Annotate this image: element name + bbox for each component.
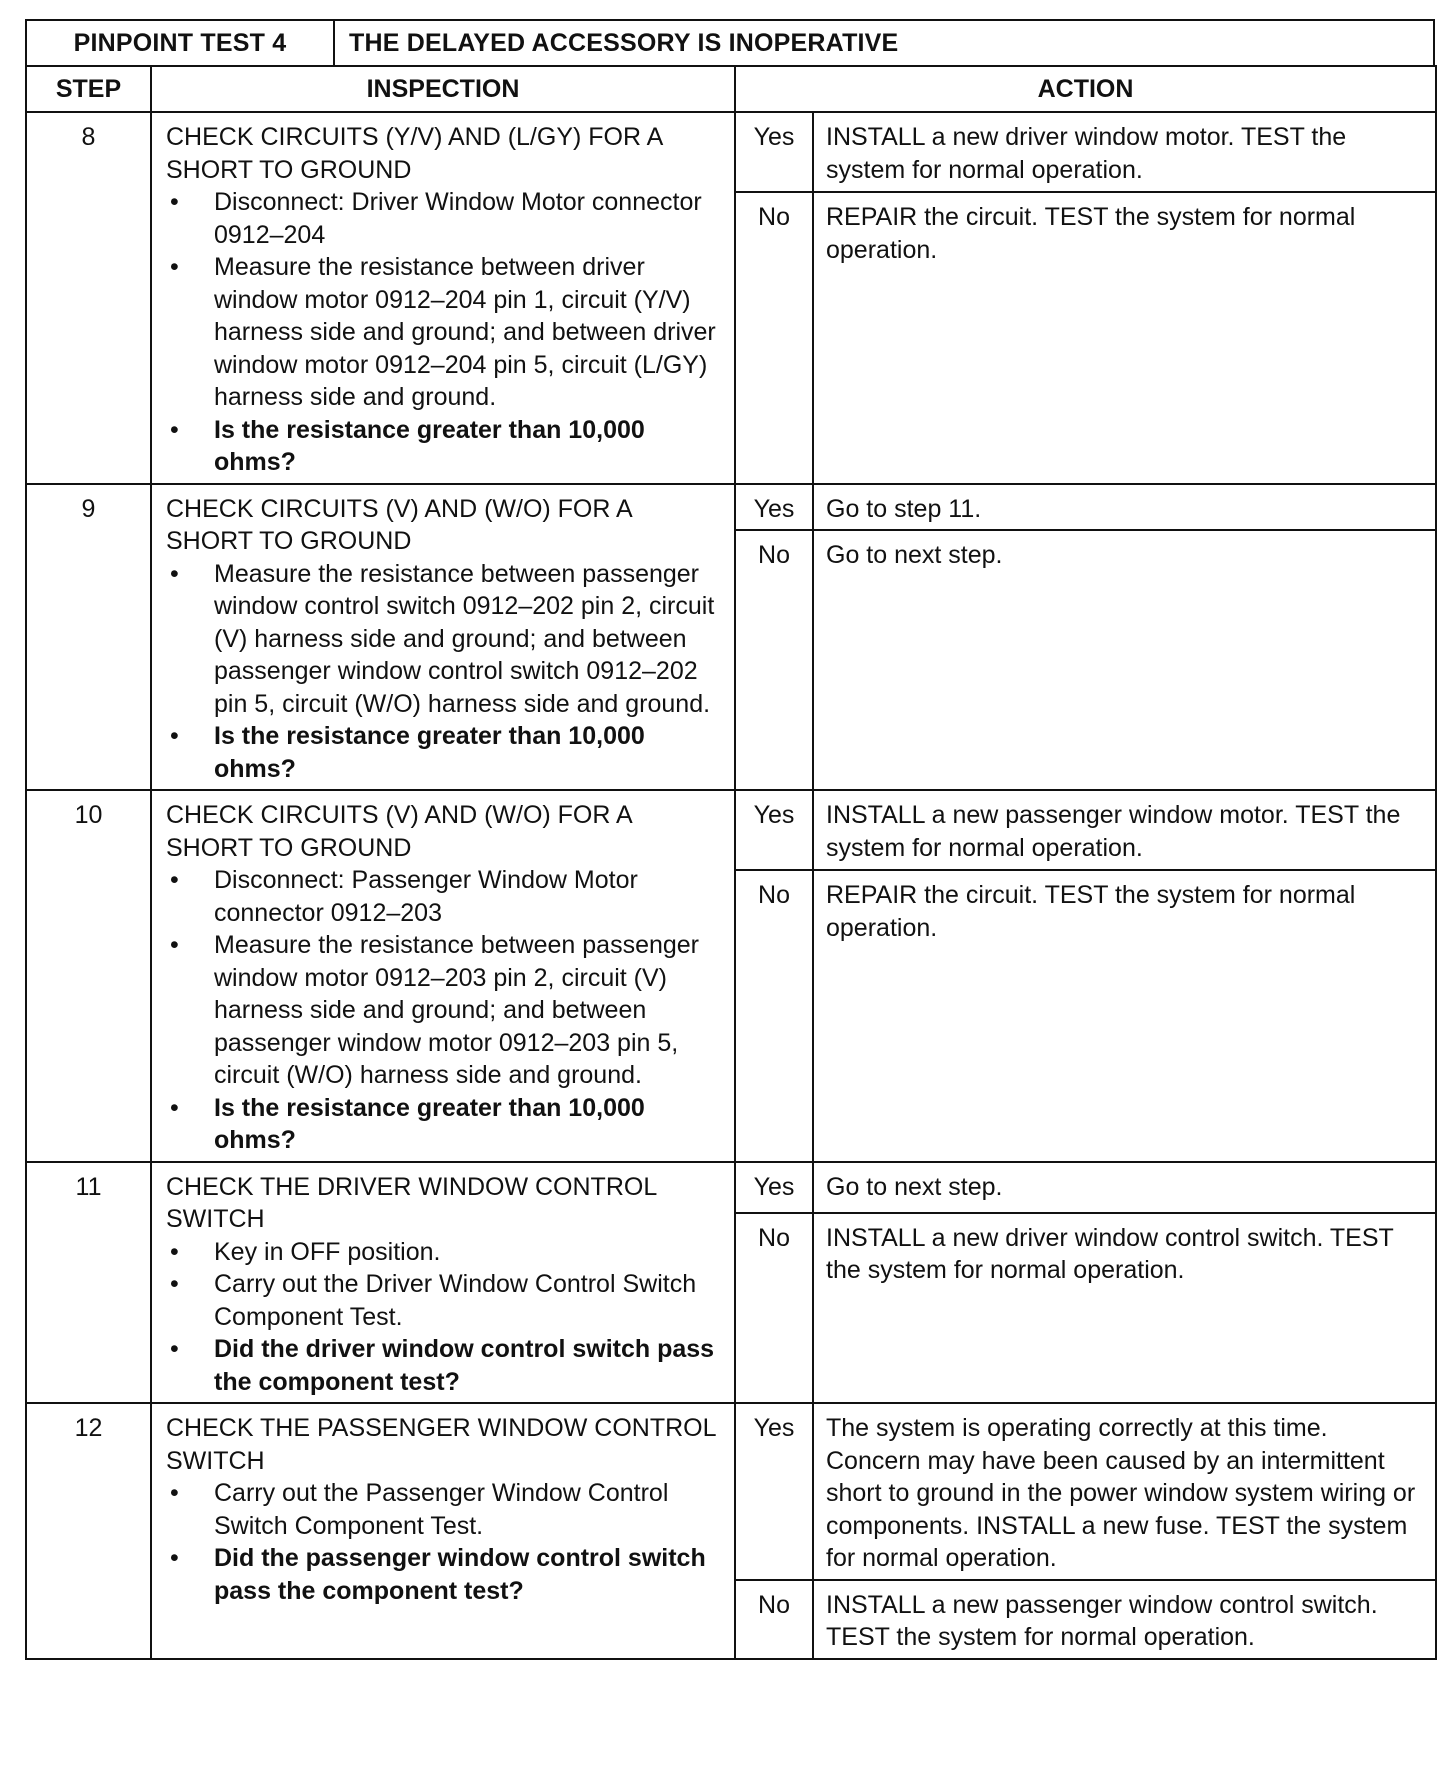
inspection-bullet (166, 251, 724, 414)
inspection-bullet (166, 186, 724, 251)
bullet-dot-icon: • (170, 866, 179, 894)
bullet-dot-icon: • (170, 1093, 179, 1122)
bullet-dot-icon: • (170, 559, 179, 588)
inspection-question (166, 414, 724, 479)
no-label: No (735, 530, 813, 790)
inspection-question-text: Is the resistance greater than 10,000 ohms? (214, 1093, 645, 1154)
inspection-bullet (166, 929, 724, 1092)
bullet-dot-icon: • (170, 1237, 179, 1266)
yes-action: INSTALL a new passenger window motor. TEST the system for normal operation. (813, 790, 1436, 870)
inspection-bullets (166, 186, 724, 479)
inspection-cell (151, 790, 735, 1162)
no-action: REPAIR the circuit. TEST the system for normal operation. (813, 192, 1436, 483)
inspection-bullet-text: Measure the resistance between passenger window motor 0912–203 pin 2, circuit (V) harness side and ground; and between passenger window motor 0912–203 pin 5, circuit (W/O) harness side and ground. (214, 931, 700, 1089)
inspection-bullets (166, 1477, 724, 1607)
bullet-dot-icon: • (170, 1479, 179, 1507)
bullet-dot-icon: • (170, 1270, 179, 1298)
yes-action: The system is operating correctly at this time. Concern may have been caused by an intermittent short to ground in the power window system wiring or components. INSTALL a new fuse. TEST the system for normal operation. (813, 1403, 1436, 1580)
inspection-bullets (166, 864, 724, 1157)
bullet-dot-icon: • (170, 253, 179, 281)
inspection-bullet-text: Disconnect: Driver Window Motor connector 0912–204 (214, 188, 702, 249)
inspection-bullet-text: Disconnect: Passenger Window Motor connector 0912–203 (214, 866, 638, 927)
inspection-title: CHECK THE DRIVER WINDOW CONTROL SWITCH (166, 1172, 657, 1233)
bullet-dot-icon: • (170, 188, 179, 216)
test-label: PINPOINT TEST 4 (27, 21, 335, 65)
inspection-question-text: Did the passenger window control switch pass the component test? (214, 1544, 706, 1605)
inspection-bullet (166, 1268, 724, 1333)
inspection-bullet (166, 1477, 724, 1542)
inspection-bullet (166, 1236, 724, 1269)
yes-label: Yes (735, 1162, 813, 1213)
column-header-action: ACTION (735, 66, 1436, 112)
inspection-bullet-text: Carry out the Driver Window Control Switch Component Test. (214, 1270, 697, 1331)
inspection-title: CHECK THE PASSENGER WINDOW CONTROL SWITCH (166, 1414, 716, 1475)
bullet-dot-icon: • (170, 931, 179, 959)
title-bar (25, 19, 1435, 65)
yes-label: Yes (735, 484, 813, 531)
inspection-bullet (166, 558, 724, 721)
step-row-yes (26, 1162, 1436, 1213)
yes-label: Yes (735, 1403, 813, 1580)
inspection-question (166, 720, 724, 785)
yes-action: INSTALL a new driver window motor. TEST the system for normal operation. (813, 112, 1436, 192)
step-number: 12 (26, 1403, 151, 1659)
no-action: REPAIR the circuit. TEST the system for normal operation. (813, 870, 1436, 1161)
no-label: No (735, 1213, 813, 1403)
step-row-yes (26, 484, 1436, 531)
bullet-dot-icon: • (170, 1544, 179, 1572)
inspection-question (166, 1542, 724, 1607)
inspection-bullet-text: Key in OFF position. (214, 1237, 441, 1266)
no-action: INSTALL a new driver window control switch. TEST the system for normal operation. (813, 1213, 1436, 1403)
no-action: Go to next step. (813, 530, 1436, 790)
column-header-row (26, 66, 1436, 112)
test-title: THE DELAYED ACCESSORY IS INOPERATIVE (349, 28, 899, 57)
inspection-question-text: Is the resistance greater than 10,000 ohms? (214, 722, 645, 783)
bullet-dot-icon: • (170, 1335, 179, 1363)
inspection-title: CHECK CIRCUITS (V) AND (W/O) FOR A SHORT TO GROUND (166, 801, 632, 862)
bullet-dot-icon: • (170, 722, 179, 750)
step-row-yes (26, 112, 1436, 192)
inspection-question-text: Did the driver window control switch pass the component test? (214, 1335, 715, 1396)
inspection-bullet-text: Carry out the Passenger Window Control Switch Component Test. (214, 1479, 669, 1540)
yes-label: Yes (735, 112, 813, 192)
inspection-question (166, 1092, 724, 1157)
no-label: No (735, 870, 813, 1161)
inspection-cell (151, 1403, 735, 1659)
no-action: INSTALL a new passenger window control switch. TEST the system for normal operation. (813, 1580, 1436, 1659)
yes-action: Go to next step. (813, 1162, 1436, 1213)
column-header-step: STEP (26, 66, 151, 112)
inspection-question-text: Is the resistance greater than 10,000 ohms? (214, 415, 645, 476)
inspection-title: CHECK CIRCUITS (Y/V) AND (L/GY) FOR A SHORT TO GROUND (166, 123, 662, 184)
step-row-yes (26, 1403, 1436, 1580)
inspection-cell (151, 1162, 735, 1404)
step-number: 11 (26, 1162, 151, 1404)
column-header-inspection: INSPECTION (151, 66, 735, 112)
pinpoint-table (25, 65, 1437, 1660)
inspection-bullet (166, 864, 724, 929)
step-number: 10 (26, 790, 151, 1162)
bullet-dot-icon: • (170, 415, 179, 444)
no-label: No (735, 192, 813, 483)
inspection-bullet-text: Measure the resistance between passenger window control switch 0912–202 pin 2, circuit (V) harness side and ground; and between passenger window control switch 0912–202 pin 5, circuit (W/O) harness side and ground. (214, 559, 715, 718)
step-number: 9 (26, 484, 151, 791)
inspection-cell (151, 112, 735, 484)
inspection-question (166, 1333, 724, 1398)
inspection-bullets (166, 1236, 724, 1399)
steps-body (26, 112, 1436, 1659)
no-label: No (735, 1580, 813, 1659)
step-number: 8 (26, 112, 151, 484)
inspection-cell (151, 484, 735, 791)
yes-action: Go to step 11. (813, 484, 1436, 531)
yes-label: Yes (735, 790, 813, 870)
step-row-yes (26, 790, 1436, 870)
inspection-bullets (166, 558, 724, 786)
inspection-bullet-text: Measure the resistance between driver window motor 0912–204 pin 1, circuit (Y/V) harness side and ground; and between driver window motor 0912–204 pin 5, circuit (L/GY) harness side and ground. (214, 253, 716, 411)
pinpoint-test-document (25, 19, 1435, 1660)
inspection-title: CHECK CIRCUITS (V) AND (W/O) FOR A SHORT TO GROUND (166, 494, 632, 555)
